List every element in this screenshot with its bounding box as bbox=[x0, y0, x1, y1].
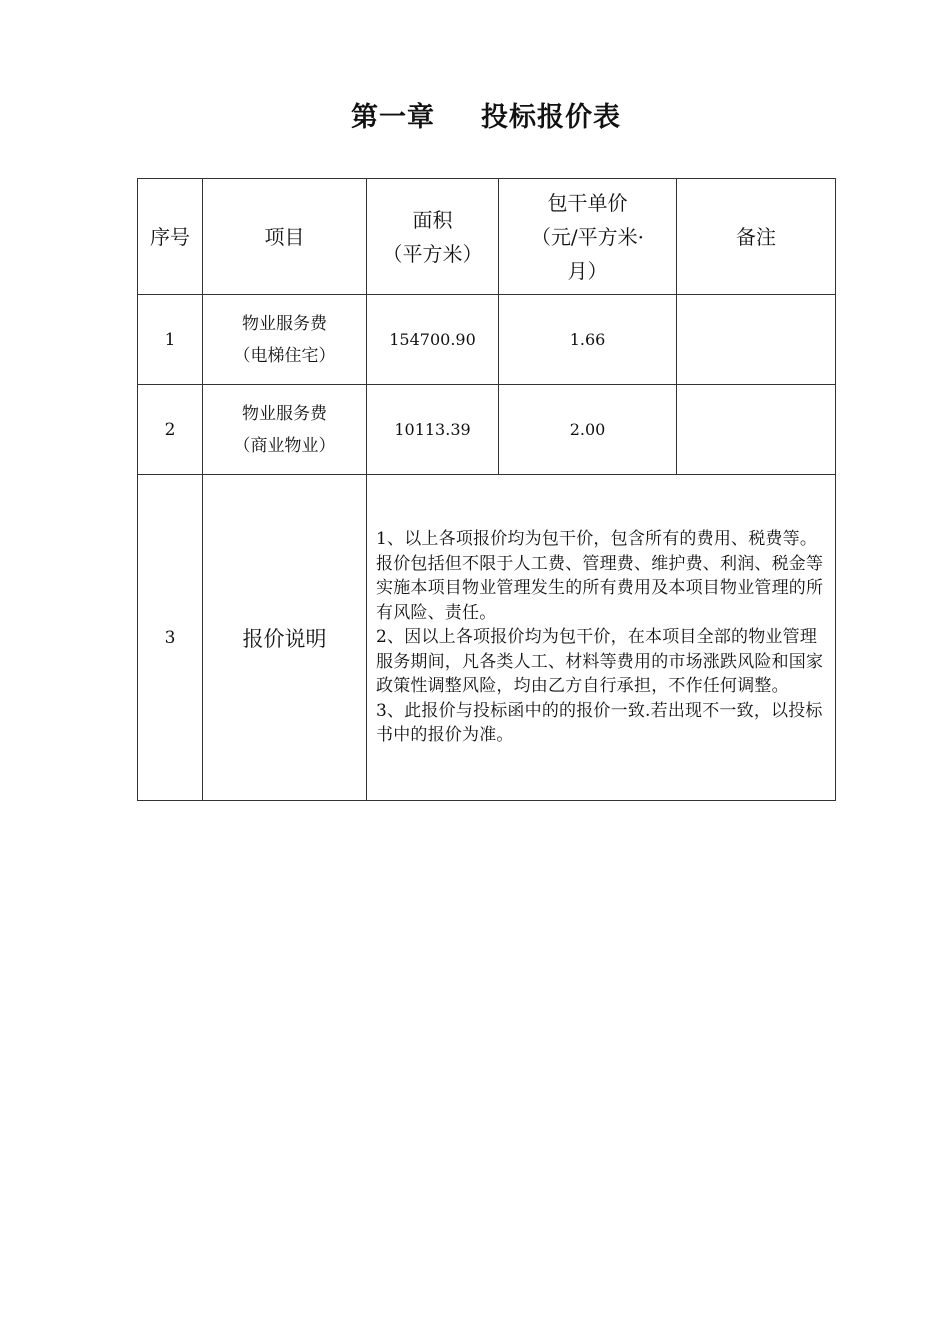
row-seq: 2 bbox=[138, 385, 203, 475]
table-row bbox=[138, 385, 836, 475]
header-price-line3: 月） bbox=[567, 258, 608, 283]
note-paragraph-2: 2、因以上各项报价均为包干价，在本项目全部的物业管理服务期间，凡各类人工、材料等费用的市场涨跌风险和国家政策性调整风险，均由乙方自行承担，不作任何调整。 bbox=[376, 627, 824, 697]
header-price-line1: 包干单价 bbox=[547, 190, 628, 215]
header-area-line2: （平方米） bbox=[382, 241, 483, 266]
header-seq: 序号 bbox=[138, 179, 203, 295]
row-price: 2.00 bbox=[499, 385, 677, 475]
note-paragraph-1: 1、以上各项报价均为包干价，包含所有的费用、税费等。报价包括但不限于人工费、管理费、维护费、利润、税金等实施本项目物业管理发生的所有费用及本项目物业管理的所有风险、责任。 bbox=[376, 529, 824, 623]
note-paragraph-3: 3、此报价与投标函中的的报价一致.若出现不一致，以投标书中的报价为准。 bbox=[376, 700, 823, 746]
header-price bbox=[499, 179, 677, 295]
table-row bbox=[138, 295, 836, 385]
header-remark: 备注 bbox=[677, 179, 836, 295]
row-remark bbox=[677, 295, 836, 385]
row-item-line1: 物业服务费 bbox=[242, 313, 327, 334]
header-area bbox=[367, 179, 499, 295]
row-seq: 1 bbox=[138, 295, 203, 385]
row-item-line2: （电梯住宅） bbox=[233, 345, 336, 366]
header-row bbox=[138, 179, 836, 295]
chapter-label: 第一章 bbox=[351, 102, 435, 133]
header-item: 项目 bbox=[203, 179, 367, 295]
row-area: 10113.39 bbox=[367, 385, 499, 475]
notes-seq: 3 bbox=[138, 475, 203, 801]
row-remark bbox=[677, 385, 836, 475]
row-item bbox=[203, 295, 367, 385]
notes-item: 报价说明 bbox=[203, 475, 367, 801]
quote-table bbox=[137, 178, 836, 801]
notes-row bbox=[138, 475, 836, 801]
header-price-line2: （元/平方米· bbox=[530, 224, 645, 249]
page-title bbox=[0, 98, 950, 138]
row-item-line1: 物业服务费 bbox=[242, 403, 327, 424]
table-title: 投标报价表 bbox=[481, 102, 621, 133]
row-item bbox=[203, 385, 367, 475]
row-area: 154700.90 bbox=[367, 295, 499, 385]
header-area-line1: 面积 bbox=[412, 207, 453, 232]
row-price: 1.66 bbox=[499, 295, 677, 385]
notes-text bbox=[367, 475, 836, 801]
row-item-line2: （商业物业） bbox=[233, 435, 336, 456]
